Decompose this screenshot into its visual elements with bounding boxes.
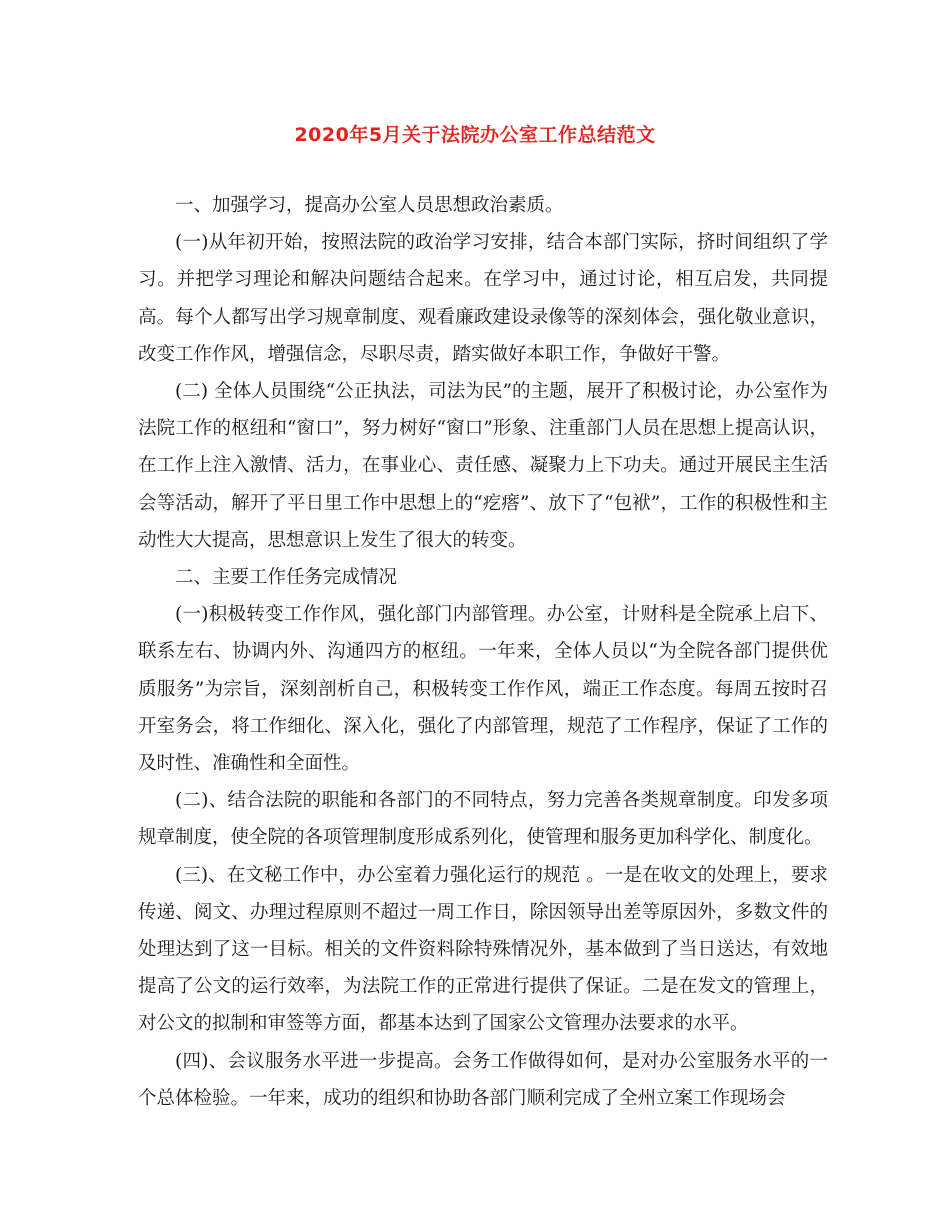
paragraph-section-2-heading: 二、主要工作任务完成情况 — [175, 567, 398, 589]
document-title: 2020年5月关于法院办公室工作总结范文 — [294, 124, 656, 146]
paragraph-2-4: (四)、会议服务水平进一步提高。会务工作做得如何，是对办公室服务水平的一个总体检验。一年来，成功的组织和协助各部门顺利完成了全州立案工作现场会 — [138, 1050, 828, 1109]
paragraph-2-1: (一)积极转变工作作风，强化部门内部管理。办公室，计财科是全院承上启下、联系左右、协调内外、沟通四方的枢纽。一年来，全体人员以“为全院各部门提供优质服务”为宗旨，深刻剖析自己，积极转变工作作风，端正工作态度。每周五按时召开室务会，将工作细化、深入化，强化了内部管理，规范了工作程序，保证了工作的及时性、准确性和全面性。 — [138, 604, 828, 775]
paragraph-section-1-heading: 一、加强学习，提高办公室人员思想政治素质。 — [175, 195, 564, 216]
paragraph-2-3: (三)、在文秘工作中，办公室着力强化运行的规范 。一是在收文的处理上，要求传递、阅文、办理过程原则不超过一周工作日，除因领导出差等原因外，多数文件的处理达到了这一目标。相关的文件资料除特殊情况外，基本做到了当日送达，有效地提高了公文的运行效率，为法院工作的正常进行提供了保证。二是在发文的管理上，对公文的拟制和审签等方面，都基本达到了国家公文管理办法要求的水平。 — [138, 864, 828, 1035]
paragraph-2-2: (二)、结合法院的职能和各部门的不同特点，努力完善各类规章制度。印发多项规章制度，使全院的各项管理制度形成系列化，使管理和服务更加科学化、制度化。 — [138, 790, 828, 849]
document-body — [138, 187, 828, 1117]
paragraph-1-1: (一)从年初开始，按照法院的政治学习安排，结合本部门实际，挤时间组织了学习。并把学习理论和解决问题结合起来。在学习中，通过讨论，相互启发，共同提高。每个人都写出学习规章制度、观看廉政建设录像等的深刻体会，强化敬业意识，改变工作作风，增强信念，尽职尽责，踏实做好本职工作，争做好干警。 — [138, 232, 828, 365]
paragraph-1-2: (二) 全体人员围绕“公正执法，司法为民”的主题，展开了积极讨论，办公室作为法院工作的枢纽和“窗口”，努力树好“窗口”形象、注重部门人员在思想上提高认识，在工作上注入激情、活力，在事业心、责任感、凝聚力上下功夫。通过开展民主生活会等活动，解开了平日里工作中思想上的“疙瘩”、放下了“包袱”，工作的积极性和主动性大大提高，思想意识上发生了很大的转变。 — [138, 381, 828, 551]
